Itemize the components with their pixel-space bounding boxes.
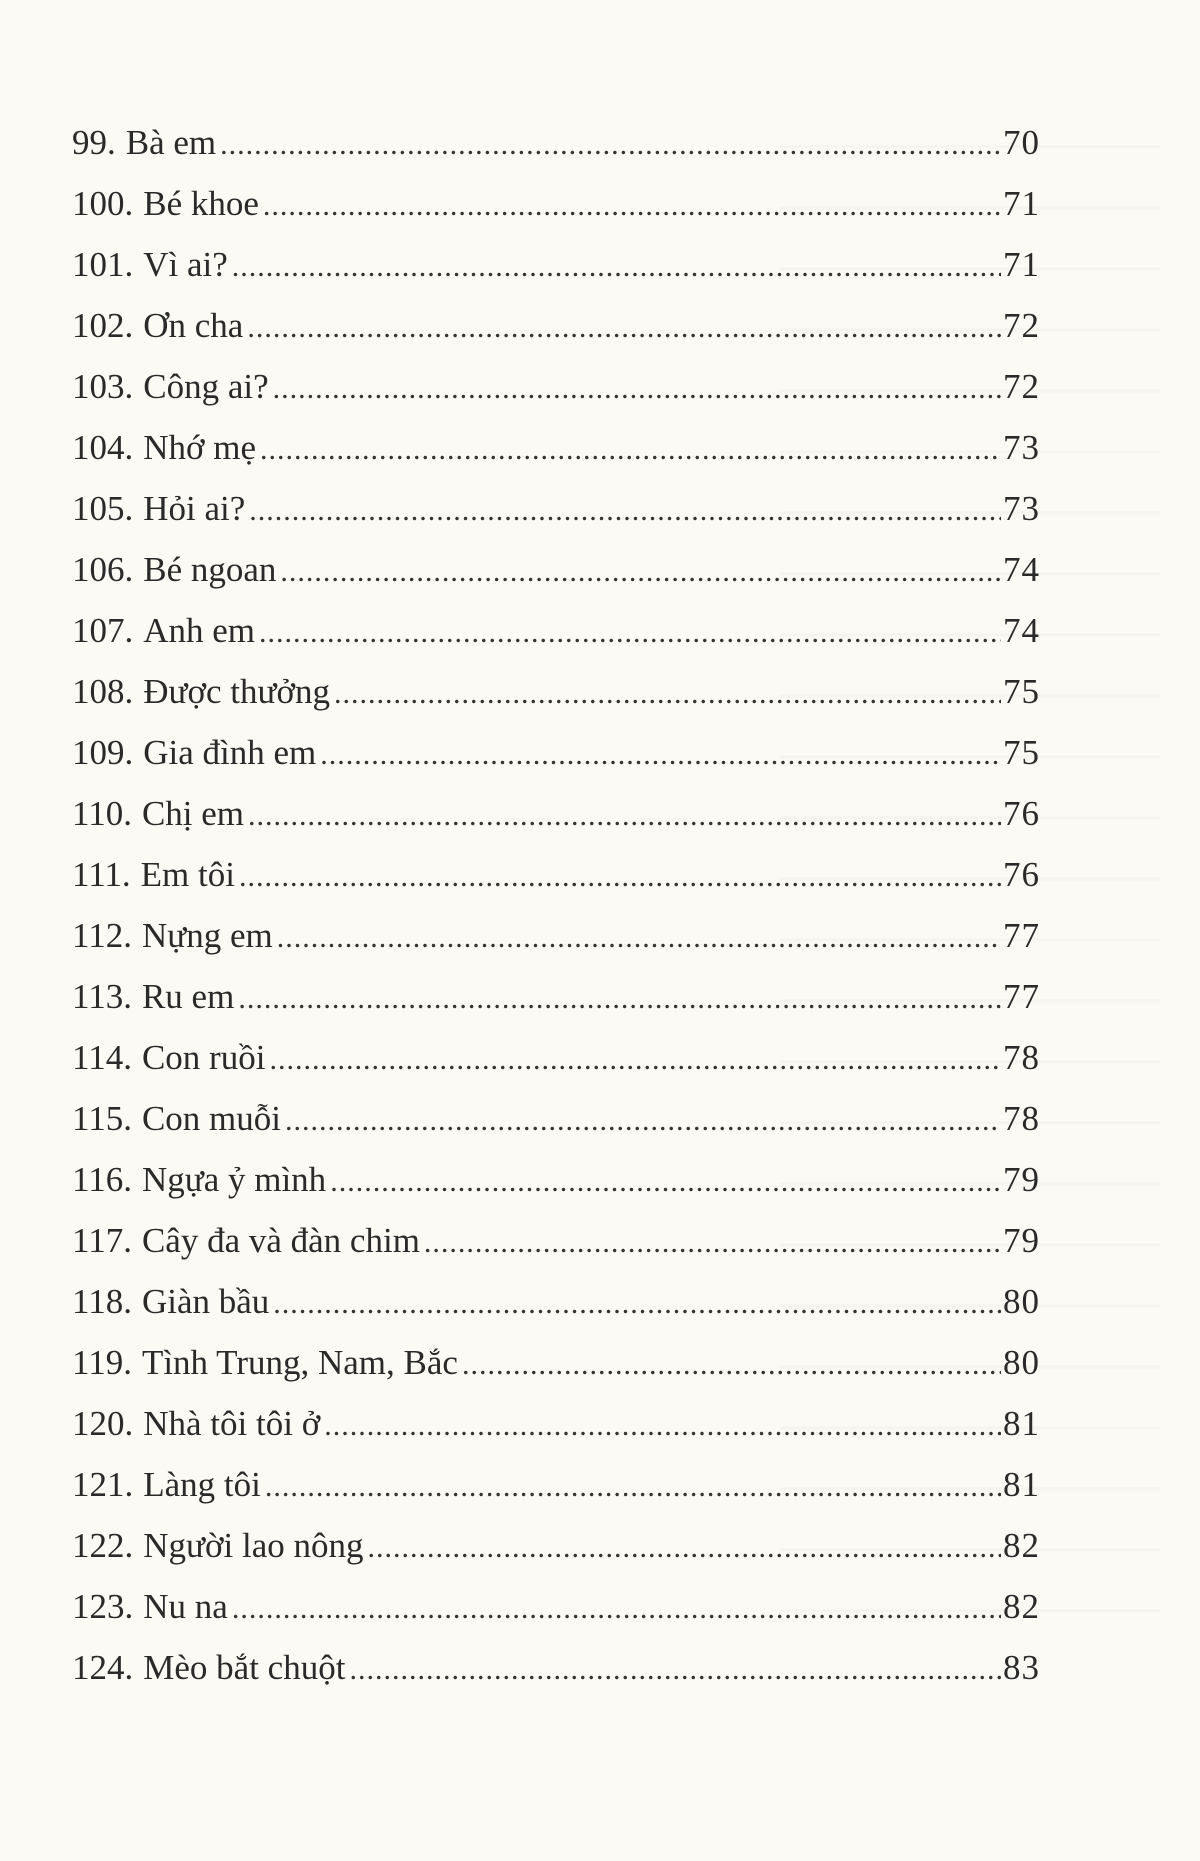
toc-dot-leader — [273, 1273, 1001, 1334]
toc-entry-number: 117. — [72, 1221, 132, 1260]
toc-entry-page: 81 — [1003, 1404, 1040, 1443]
toc-entry-page: 72 — [1003, 367, 1040, 406]
toc-entry-number: 123. — [72, 1587, 134, 1626]
toc-entry-page: 80 — [1003, 1343, 1040, 1382]
toc-dot-leader — [249, 480, 1001, 541]
toc-entry-page: 81 — [1003, 1465, 1040, 1504]
toc-entry-number: 121. — [72, 1465, 134, 1504]
toc-entry — [72, 1515, 1040, 1576]
toc-entry — [72, 417, 1040, 478]
toc-entry-title: Con muỗi — [141, 1099, 281, 1138]
toc-dot-leader — [239, 846, 1001, 907]
toc-entry — [72, 661, 1040, 722]
toc-entry-number: 116. — [72, 1160, 132, 1199]
toc-entry-number: 119. — [72, 1343, 132, 1382]
toc-entry-number: 104. — [72, 428, 134, 467]
toc-entry-page: 74 — [1003, 550, 1040, 589]
toc-entry-number: 100. — [72, 184, 134, 223]
toc-entry-number: 122. — [72, 1526, 134, 1565]
toc-entry-number: 113. — [72, 977, 132, 1016]
toc-entry-title: Bé khoe — [143, 184, 259, 223]
toc-entry — [72, 1332, 1040, 1393]
toc-entry-page: 73 — [1003, 489, 1040, 528]
toc-entry-title: Nhà tôi tôi ở — [143, 1404, 321, 1443]
toc-entry-number: 115. — [72, 1099, 132, 1138]
toc-entry-page: 82 — [1003, 1587, 1040, 1626]
toc-entry-title: Nựng em — [141, 916, 273, 955]
toc-entry-title: Được thưởng — [143, 672, 330, 711]
toc-dot-leader — [349, 1639, 1001, 1700]
toc-entry-title: Ơn cha — [143, 306, 244, 345]
toc-entry — [72, 1149, 1040, 1210]
toc-entry-title: Bà em — [125, 123, 217, 162]
toc-entry — [72, 1454, 1040, 1515]
toc-dot-leader — [462, 1334, 1001, 1395]
toc-entry-page: 74 — [1003, 611, 1040, 650]
toc-entry-page: 75 — [1003, 672, 1040, 711]
toc-entry-page: 72 — [1003, 306, 1040, 345]
toc-dot-leader — [330, 1151, 1001, 1212]
toc-dot-leader — [232, 1578, 1001, 1639]
toc-entry — [72, 783, 1040, 844]
toc-entry — [72, 966, 1040, 1027]
toc-entry-number: 120. — [72, 1404, 134, 1443]
toc-entry-page: 76 — [1003, 855, 1040, 894]
toc-entry — [72, 844, 1040, 905]
toc-dot-leader — [368, 1517, 1002, 1578]
toc-entry — [72, 539, 1040, 600]
toc-entry-title: Mèo bắt chuột — [143, 1648, 346, 1687]
toc-entry-number: 124. — [72, 1648, 134, 1687]
toc-entry — [72, 295, 1040, 356]
toc-dot-leader — [273, 358, 1001, 419]
toc-entry-number: 101. — [72, 245, 134, 284]
toc-entry — [72, 722, 1040, 783]
toc-dot-leader — [263, 175, 1001, 236]
toc-entry-number: 114. — [72, 1038, 132, 1077]
toc-entry-page: 78 — [1003, 1099, 1040, 1138]
toc-entry-number: 111. — [72, 855, 131, 894]
toc-entry-number: 106. — [72, 550, 134, 589]
toc-entry — [72, 1088, 1040, 1149]
toc-entry — [72, 234, 1040, 295]
toc-entry-title: Công ai? — [143, 367, 269, 406]
toc-entry — [72, 1271, 1040, 1332]
toc-entry-title: Em tôi — [140, 855, 235, 894]
toc-entry-number: 102. — [72, 306, 134, 345]
toc-entry-page: 71 — [1003, 245, 1040, 284]
toc-dot-leader — [265, 1456, 1001, 1517]
toc-entry-title: Bé ngoan — [143, 550, 277, 589]
toc-entry — [72, 112, 1040, 173]
toc-entry — [72, 356, 1040, 417]
toc-entry-page: 70 — [1003, 123, 1040, 162]
toc-dot-leader — [220, 114, 1001, 175]
toc-dot-leader — [238, 968, 1001, 1029]
toc-entry-title: Cây đa và đàn chim — [141, 1221, 420, 1260]
table-of-contents — [72, 112, 1040, 1698]
toc-dot-leader — [247, 297, 1001, 358]
toc-entry — [72, 478, 1040, 539]
toc-dot-leader — [260, 419, 1001, 480]
toc-entry-number: 99. — [72, 123, 116, 162]
toc-entry-title: Ru em — [141, 977, 235, 1016]
toc-entry-title: Người lao nông — [143, 1526, 364, 1565]
toc-entry-page: 83 — [1003, 1648, 1040, 1687]
toc-entry — [72, 1576, 1040, 1637]
toc-entry-page: 77 — [1003, 916, 1040, 955]
toc-entry — [72, 1393, 1040, 1454]
toc-entry-page: 71 — [1003, 184, 1040, 223]
toc-dot-leader — [424, 1212, 1001, 1273]
toc-dot-leader — [248, 785, 1001, 846]
toc-entry-number: 110. — [72, 794, 132, 833]
toc-dot-leader — [232, 236, 1001, 297]
toc-entry-page: 80 — [1003, 1282, 1040, 1321]
toc-entry-title: Con ruồi — [141, 1038, 266, 1077]
toc-entry — [72, 1210, 1040, 1271]
toc-dot-leader — [277, 907, 1001, 968]
toc-entry — [72, 1027, 1040, 1088]
toc-entry-page: 75 — [1003, 733, 1040, 772]
toc-entry-title: Anh em — [143, 611, 256, 650]
toc-entry-page: 73 — [1003, 428, 1040, 467]
toc-entry-page: 78 — [1003, 1038, 1040, 1077]
toc-dot-leader — [269, 1029, 1001, 1090]
toc-dot-leader — [285, 1090, 1001, 1151]
toc-entry — [72, 1637, 1040, 1698]
toc-entry-title: Vì ai? — [143, 245, 228, 284]
toc-entry-title: Nhớ mẹ — [143, 428, 257, 467]
toc-entry-number: 108. — [72, 672, 134, 711]
toc-entry-page: 82 — [1003, 1526, 1040, 1565]
toc-entry-title: Hỏi ai? — [143, 489, 246, 528]
toc-entry-number: 107. — [72, 611, 134, 650]
toc-entry-title: Nu na — [143, 1587, 228, 1626]
toc-entry-title: Giàn bầu — [141, 1282, 270, 1321]
toc-entry-number: 112. — [72, 916, 132, 955]
toc-dot-leader — [280, 541, 1001, 602]
toc-entry-number: 118. — [72, 1282, 132, 1321]
toc-entry — [72, 905, 1040, 966]
toc-dot-leader — [320, 724, 1001, 785]
toc-entry-number: 105. — [72, 489, 134, 528]
toc-dot-leader — [324, 1395, 1001, 1456]
toc-entry-page: 77 — [1003, 977, 1040, 1016]
toc-entry — [72, 173, 1040, 234]
toc-entry-title: Ngựa ỷ mình — [141, 1160, 327, 1199]
toc-entry-page: 79 — [1003, 1160, 1040, 1199]
toc-dot-leader — [259, 602, 1001, 663]
toc-entry-title: Làng tôi — [143, 1465, 261, 1504]
toc-entry — [72, 600, 1040, 661]
toc-entry-title: Gia đình em — [143, 733, 317, 772]
toc-entry-title: Chị em — [141, 794, 245, 833]
toc-dot-leader — [334, 663, 1001, 724]
toc-entry-page: 79 — [1003, 1221, 1040, 1260]
toc-entry-title: Tình Trung, Nam, Bắc — [141, 1343, 458, 1382]
toc-entry-number: 103. — [72, 367, 134, 406]
toc-entry-page: 76 — [1003, 794, 1040, 833]
toc-entry-number: 109. — [72, 733, 134, 772]
